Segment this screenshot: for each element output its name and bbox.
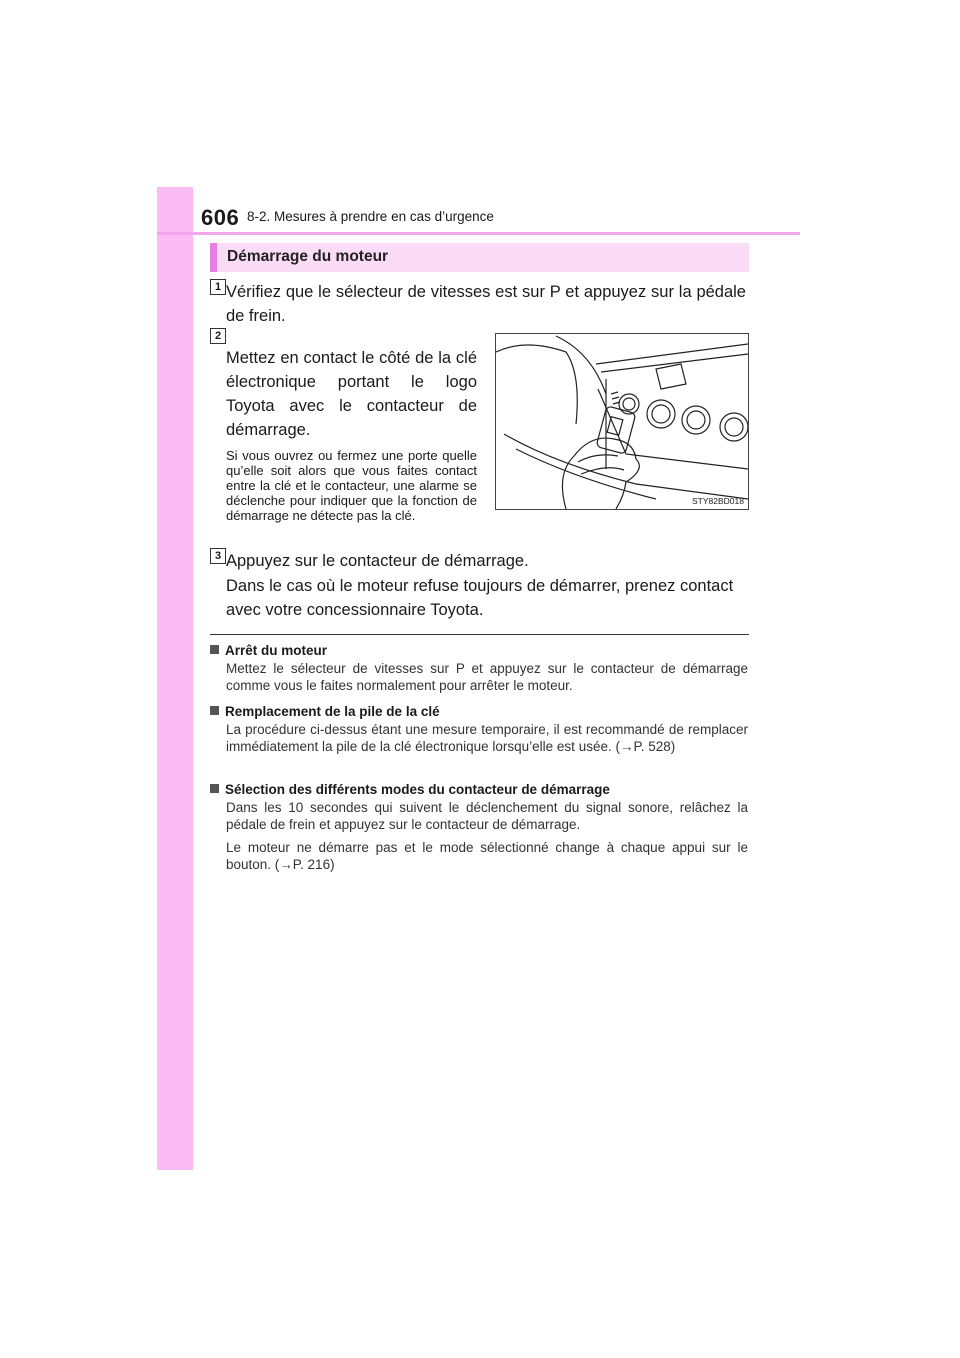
note-engine-stop: [210, 642, 748, 694]
note-paragraph: La procédure ci-dessus étant une mesure temporaire, il est recommandé de remplacer immédiatement la pile de la clé électronique lorsqu’elle est usée. (→P. 528): [226, 722, 748, 754]
step-3-text: Appuyez sur le contacteur de démarrage.: [226, 552, 529, 570]
square-bullet-icon: [210, 645, 219, 654]
step-3-badge: 3: [210, 548, 226, 564]
key-fob-drawing: [496, 334, 748, 509]
header-divider: [157, 232, 800, 235]
square-bullet-icon: [210, 784, 219, 793]
note-paragraph: Mettez le sélecteur de vitesses sur P et appuyez sur le contacteur de démarrage comme vous le faites normalement pour arrêter le moteur.: [226, 661, 748, 693]
chapter-title: 8-2. Mesures à prendre en cas d’urgence: [247, 209, 494, 224]
step-2-note: Si vous ouvrez ou fermez une porte quelle qu’elle soit alors que vous faites contact entre la clé et le contacteur, une alarme se déclenche pour indiquer que la fonction de démarrage ne détecte pas la clé.: [226, 448, 477, 523]
followup-text: Dans le cas où le moteur refuse toujours de démarrer, prenez contact avec votre concessionnaire Toyota.: [226, 577, 734, 619]
key-fob-illustration: [495, 333, 749, 510]
note-paragraph: Dans les 10 secondes qui suivent le déclenchement du signal sonore, relâchez la pédale de frein et appuyez sur le contacteur de démarrage.: [226, 800, 748, 832]
note-paragraph: Le moteur ne démarre pas et le mode sélectionné change à chaque appui sur le bouton. (→P. 216): [226, 840, 748, 872]
notes-divider: [210, 634, 749, 635]
note-title: [210, 781, 748, 799]
step-2-badge: 2: [210, 328, 226, 344]
note-title: [210, 703, 748, 721]
section-heading-box: [210, 243, 749, 272]
step-1-text: Vérifiez que le sélecteur de vitesses est sur P et appuyez sur la pédale de frein.: [226, 283, 746, 325]
note-title: [210, 642, 748, 660]
note-battery-replacement: [210, 703, 748, 755]
note-title-text: Arrêt du moteur: [225, 643, 328, 658]
section-title: Démarrage du moteur: [227, 248, 389, 265]
note-mode-selection: [210, 781, 748, 873]
step-1-badge: 1: [210, 279, 226, 295]
note-title-text: Sélection des différents modes du contacteur de démarrage: [225, 782, 610, 797]
square-bullet-icon: [210, 706, 219, 715]
page-number: 606: [201, 205, 240, 230]
illustration-code: STY82BD018: [692, 496, 744, 506]
side-tab-band: [157, 187, 193, 1170]
note-title-text: Remplacement de la pile de la clé: [225, 704, 440, 719]
step-2-text: Mettez en contact le côté de la clé électronique portant le logo Toyota avec le contacteur de démarrage.: [226, 349, 477, 439]
